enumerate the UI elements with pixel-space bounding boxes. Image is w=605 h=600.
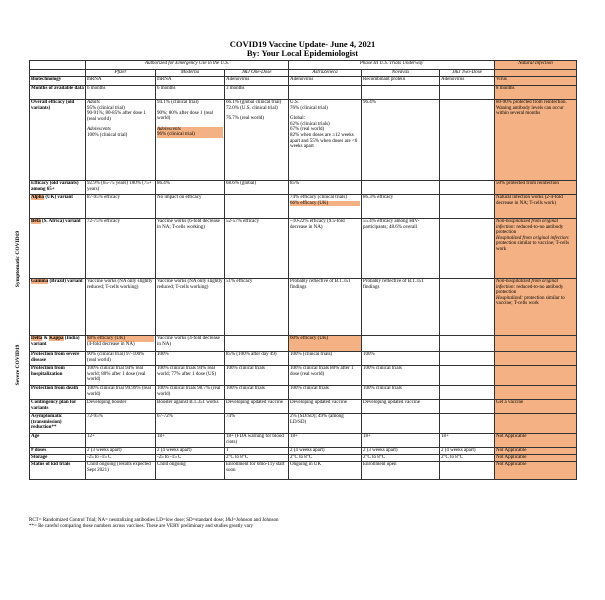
cell <box>440 336 495 352</box>
cell: Probably reflective of B.1.351 findings <box>289 279 362 336</box>
cell: Virus <box>495 77 577 86</box>
table-row <box>30 219 577 279</box>
cell <box>440 86 495 100</box>
table-row <box>30 181 577 195</box>
symptomatic-side-label: Symptomatic COVID19 <box>15 230 21 288</box>
cell: 2°C to 8°C <box>225 455 289 462</box>
severe-side-label: Severe COVID19 <box>15 344 21 386</box>
cell: 3 months <box>225 86 289 100</box>
row-label: Overall efficacy (old variants) <box>30 100 86 181</box>
row-label: Biotechnology <box>30 77 86 86</box>
cell: 67-72% <box>156 414 225 434</box>
cell <box>440 279 495 336</box>
table-row <box>30 86 577 100</box>
table-row <box>30 414 577 434</box>
cell: 100% <box>362 352 440 366</box>
cell <box>495 414 577 434</box>
vaccine-comparison-table <box>29 60 577 480</box>
cell: 88% efficacy (UK) (4-fold decrease in NA) <box>86 336 156 352</box>
cell: 60% efficacy (UK) <box>289 336 362 352</box>
column-header-row <box>30 70 577 77</box>
cell: 94.1% (clinical trial) 90%; 80% after dose 1 (real world) Adolescents 96% (clinical trial) <box>156 100 225 181</box>
cell: 87-95% efficacy <box>86 195 156 219</box>
cell: 72-95% <box>86 414 156 434</box>
cell <box>289 86 362 100</box>
table-row <box>30 100 577 181</box>
cell: Ongoing in UK <box>289 462 362 480</box>
cell: Adenovirus <box>225 77 289 86</box>
page-title <box>0 40 605 58</box>
cell: 18+ <box>156 434 225 448</box>
cell: 50% protected from reinfection <box>495 181 577 195</box>
cell: 100% <box>156 352 225 366</box>
cell: Vaccine works (6-fold decrease in NA; T-cells working) <box>156 219 225 279</box>
table-row <box>30 77 577 86</box>
cell <box>362 336 440 352</box>
cell: Non-hospitalized from original infection: reduced-to-no antibody protection Hospitalized from original infection: protection similar to vaccine; T-cells work <box>495 219 577 279</box>
cell: 18+ <box>440 434 495 448</box>
cell <box>362 414 440 434</box>
cell: Developing updated vaccine <box>289 400 362 414</box>
cell: 86.4% <box>156 181 225 195</box>
cell: 100% clinical trial 99.99% (real world) <box>86 386 156 400</box>
footnote-caution: **= Be careful comparing these numbers across vaccines. These are VERY preliminary and studies greatly vary <box>29 524 254 529</box>
cell: 51% efficacy <box>225 279 289 336</box>
row-label: Efficacy (old variants) among 65+ <box>30 181 86 195</box>
table-row <box>30 366 577 386</box>
cell <box>440 462 495 480</box>
cell: 66.1% (global clinical trial) 72.0% (U.S. clinical trial) 76.7% (real world) <box>225 100 289 181</box>
row-label: Delta & Kappa (India) variant <box>30 336 86 352</box>
cell: Vaccine works (NA only slightly reduced; T-cells working) <box>86 279 156 336</box>
cell: No impact on efficacy <box>156 195 225 219</box>
footnote-abbreviations: RCT= Randomized Control Trial; NA= neutralizing antibodies LD=low dose; SD=standard dose; J&J=Johnson and Johnson <box>29 518 279 523</box>
title-line-2: By: Your Local Epidemiologist <box>246 48 359 58</box>
row-label: Age <box>30 434 86 448</box>
cell: Adenovirus <box>289 77 362 86</box>
cell: 92.9% (65-75 years) 100% (75+ years) <box>86 181 156 195</box>
cell: 74% efficacy (clinical trials) 66% efficacy (UK) <box>289 195 362 219</box>
cell: 85% <box>289 181 362 195</box>
cell: 80-90% protected from reinfection. Waning antibody levels can occur within several months <box>495 100 577 181</box>
row-label: Contingency plan for variants <box>30 400 86 414</box>
cell: mRNA <box>156 77 225 86</box>
cell: 100% clinical trials <box>289 386 362 400</box>
row-label: Alpha (UK) variant <box>30 195 86 219</box>
cell <box>440 195 495 219</box>
cell: Child ongoing <box>156 462 225 480</box>
cell: 18+ <box>362 434 440 448</box>
cell <box>440 414 495 434</box>
col-astrazeneca: AstraZeneca <box>289 70 362 77</box>
row-label: Asymptomatic (transmission) reduction** <box>30 414 86 434</box>
row-label: Status of kid trials <box>30 462 86 480</box>
cell: Not Applicable <box>495 434 577 448</box>
cell <box>440 100 495 181</box>
cell: 90% (clinical trial) 97-100% (real world) <box>86 352 156 366</box>
cell: Natural infection works (2-4-fold decrease in NA; T-cells work) <box>495 195 577 219</box>
group-header-row <box>30 61 577 70</box>
row-label: Protection from hospitalization <box>30 366 86 386</box>
cell: Enrollment open <box>362 462 440 480</box>
cell: 2 (4 weeks apart) <box>289 448 362 455</box>
cell: 6 months <box>86 86 156 100</box>
cell: 72-75% efficacy <box>86 219 156 279</box>
cell: Vaccine works (4-fold decrease in NA) <box>156 336 225 352</box>
col-jj: J&J One-Dose <box>225 70 289 77</box>
cell: 18+ (FDA warning for blood clots) <box>225 434 289 448</box>
table-row <box>30 448 577 455</box>
cell: 2% (SD/SD); 49% (among LD/SD) <box>289 414 362 434</box>
cell: 100% (clinical trials) <box>289 352 362 366</box>
cell: Recombinant protein <box>362 77 440 86</box>
cell: Child ongoing (results expected Sept 2021) <box>86 462 156 480</box>
table-row <box>30 195 577 219</box>
table-row <box>30 352 577 366</box>
table-row <box>30 462 577 480</box>
cell: 2 (3 weeks apart) <box>362 448 440 455</box>
cell: Non-hospitalized from original infection: reduced-to-no antibody protection Hospitalized: protection similar to vaccine; T-cells work <box>495 279 577 336</box>
cell: Developing booster <box>86 400 156 414</box>
cell <box>440 352 495 366</box>
cell: 2 (4 weeks apart) <box>156 448 225 455</box>
cell: -25 to -15 C <box>156 455 225 462</box>
cell: Vaccine works (NA only slightly reduced; T-cells working) <box>156 279 225 336</box>
cell <box>440 366 495 386</box>
cell <box>225 195 289 219</box>
phase3-header: Phase III U.S. Trials Underway <box>289 61 495 70</box>
eua-header: Authorized for Emergency Use in the U.S. <box>86 61 289 70</box>
row-label: # doses <box>30 448 86 455</box>
cell <box>362 86 440 100</box>
cell: 100% clinical trials 94% real world; 77% after 1 dose (US) <box>156 366 225 386</box>
cell <box>495 386 577 400</box>
cell: 8 months <box>495 86 577 100</box>
cell: 18+ <box>289 434 362 448</box>
cell: 100% clinical trials <box>225 386 289 400</box>
table-row <box>30 279 577 336</box>
cell: Not Applicable <box>495 448 577 455</box>
cell <box>440 181 495 195</box>
table-row <box>30 336 577 352</box>
cell: 100% clinical trials <box>362 386 440 400</box>
cell: 74% <box>225 414 289 434</box>
cell: 86.3% efficacy <box>362 195 440 219</box>
cell: 52-57% efficacy <box>225 219 289 279</box>
cell: U.S. 76% (clinical trial) Global: 62% (clinical trials) 67% (real world) 82% when doses are ≥12 weeks apart and 55% when doses are <6 weeks apart <box>289 100 362 181</box>
cell: -25 to -15 C <box>86 455 156 462</box>
cell <box>495 336 577 352</box>
row-label: Months of available data <box>30 86 86 100</box>
cell: Developing updated vaccine <box>225 400 289 414</box>
cell: Probably reflective of B.1.351 findings <box>362 279 440 336</box>
cell: 100% clinical trials 98.7% (real world) <box>156 386 225 400</box>
row-label: Storage <box>30 455 86 462</box>
col-jj-two-dose: J&J Two-Dose <box>440 70 495 77</box>
cell: 68.6% (global) <box>225 181 289 195</box>
row-label: Beta (S. Africa) variant <box>30 219 86 279</box>
cell: 96.4% <box>362 100 440 181</box>
cell: Not Applicable <box>495 455 577 462</box>
cell: 2°C to 8°C <box>440 455 495 462</box>
cell <box>440 219 495 279</box>
natural-infection-header: Natural Infection <box>495 61 577 70</box>
table-row <box>30 386 577 400</box>
cell: 100% clinical trials <box>225 366 289 386</box>
cell: mRNA <box>86 77 156 86</box>
cell: 6 months <box>156 86 225 100</box>
cell: 100% clinical trial 94% real world; 80% after 1 dose (real world) <box>86 366 156 386</box>
cell: 55.4% efficacy among HIV- participants; 48.6% overall <box>362 219 440 279</box>
table-row <box>30 400 577 414</box>
cell <box>225 336 289 352</box>
cell <box>362 181 440 195</box>
cell: 2 (4 weeks apart) <box>440 448 495 455</box>
table-row <box>30 455 577 462</box>
cell: ~10-22% efficacy (9.5-fold decrease in NA) <box>289 219 362 279</box>
title-line-1: COVID19 Vaccine Update- June 4, 2021 <box>229 39 376 49</box>
cell: Not Applicable <box>495 462 577 480</box>
row-label: Protection from death <box>30 386 86 400</box>
cell: 2°C to 8°C <box>289 455 362 462</box>
row-label: Gamma (Brazil) variant <box>30 279 86 336</box>
cell: 2°C to 8°C <box>362 455 440 462</box>
row-label: Protection from severe disease <box>30 352 86 366</box>
cell: Adults 95% (clinical trial) 90-91%; 80-85% after dose 1 (real world) Adolescents 100% (clinical trial) <box>86 100 156 181</box>
cell: Developing updated vaccine <box>362 400 440 414</box>
cell: 100% clinical trials 80% after 1 dose (real world) <box>289 366 362 386</box>
table-row <box>30 434 577 448</box>
cell: 1 <box>225 448 289 455</box>
cell <box>495 366 577 386</box>
col-novavax: Novavax <box>362 70 440 77</box>
col-moderna: Moderna <box>156 70 225 77</box>
cell: 85% (100% after day 49) <box>225 352 289 366</box>
cell: 2 (3 weeks apart) <box>86 448 156 455</box>
col-pfizer: Pfizer <box>86 70 156 77</box>
cell: Enrollment for 6mo-11y start soon <box>225 462 289 480</box>
cell: 12+ <box>86 434 156 448</box>
cell <box>495 352 577 366</box>
cell: Adenovirus <box>440 77 495 86</box>
cell <box>440 386 495 400</box>
cell: Get a vaccine <box>495 400 577 414</box>
cell: Booster against B.1.351 works <box>156 400 225 414</box>
cell: 100% clinical trials <box>362 366 440 386</box>
cell <box>440 400 495 414</box>
